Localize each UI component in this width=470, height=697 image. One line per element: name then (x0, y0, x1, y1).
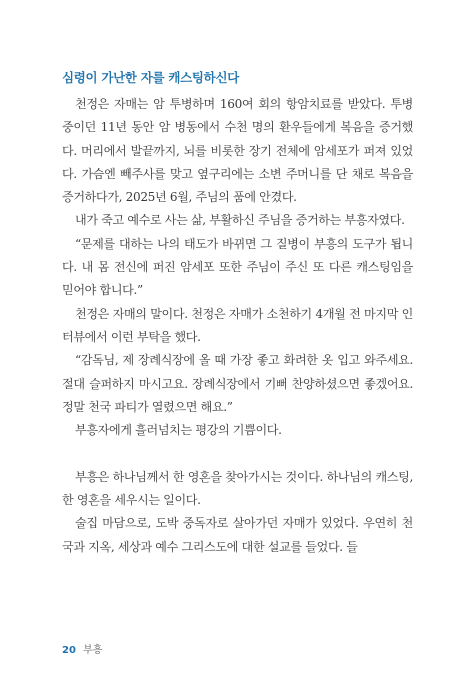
running-title: 부흥 (83, 645, 103, 656)
body-text (62, 93, 413, 559)
paragraph: 술집 마담으로, 도박 중독자로 살아가던 자매가 있었다. 우연히 천국과 지옥, 세상과 예수 그리스도에 대한 설교를 들었다. 들 (62, 516, 413, 554)
section-heading: 심령이 가난한 자를 캐스팅하신다 (62, 70, 240, 85)
page-number: 20 (62, 645, 76, 656)
paragraph: 천정은 자매는 암 투병하며 160여 회의 항암치료를 받았다. 투병 중이던 11년 동안 암 병동에서 수천 명의 환우들에게 복음을 증거했다. 머리에서 발끝까지, 뇌를 비롯한 장기 전체에 암세포가 퍼져 있었다. 가슴엔 빼주사를 맞고 옆구리에는 소변 주머니를 단 채로 복음을 증거하다가, 2025년 6월, 주님의 품에 안겼다. (62, 97, 413, 205)
paragraph: 내가 죽고 예수로 사는 삶, 부활하신 주님을 증거하는 부흥자였다. (75, 213, 405, 228)
paragraph: 부흥자에게 흘러넘치는 평강의 기쁨이다. (75, 423, 282, 438)
page-footer (62, 641, 102, 656)
paragraph: 부흥은 하나님께서 한 영혼을 찾아가시는 것이다. 하나님의 캐스팅, 한 영혼을 세우시는 일이다. (62, 469, 413, 508)
paragraph: “문제를 대하는 나의 태도가 바뀌면 그 질병이 부흥의 도구가 됩니다. 내 몸 전신에 퍼진 암세포 또한 주님이 주신 또 다른 캐스팅임을 믿어야 합니다.” (62, 236, 413, 298)
paragraph: “감독님, 제 장례식장에 올 때 가장 좋고 화려한 옷 입고 와주세요. 절대 슬퍼하지 마시고요. 장례식장에서 기뻐 찬양하셨으면 좋겠어요. 정말 천국 파티가 열렸으면 해요.” (62, 353, 413, 414)
paragraph: 천정은 자매의 말이다. 천정은 자매가 소천하기 4개월 전 마지막 인터뷰에서 이런 부탁을 했다. (62, 306, 413, 344)
